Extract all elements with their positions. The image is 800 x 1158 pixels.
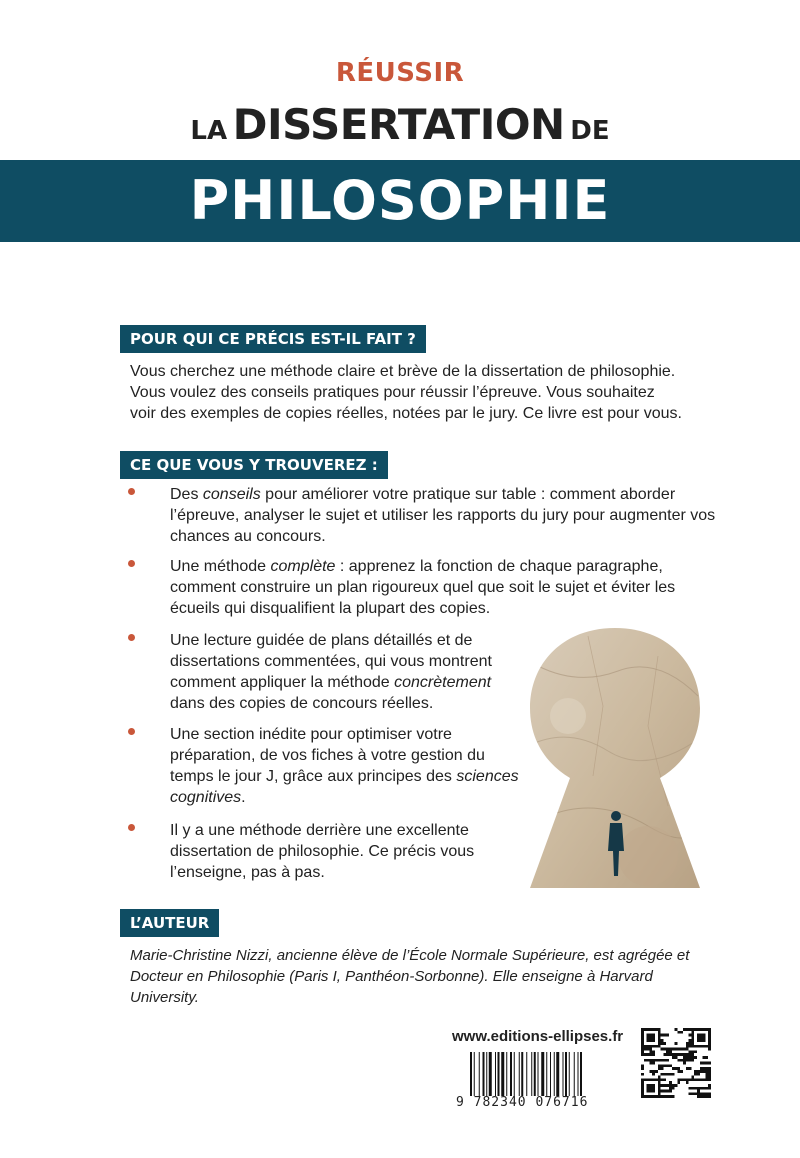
barcode-image [470,1052,630,1096]
title-word-la: LA [190,116,228,146]
title-band [0,160,800,242]
title-word-philosophie: PHILOSOPHIE [189,169,611,232]
bullet-text: pour améliorer votre pratique sur table : comment aborder l’épreuve, analyser le sujet et utiliser les rapports du jury pour augmenter vos chances au concours. [170,486,716,545]
bullet-emphasis: conseils [202,486,261,503]
isbn-number: 9 782340 076716 [456,1095,589,1110]
heading-contenu: CE QUE VOUS Y TROUVEREZ : [120,451,388,479]
bullet-text: : apprenez la fonction de chaque paragraphe, comment construire un plan rigoureux quel que soit le sujet et éviter les écueils qui disqualifient la plupart des copies. [170,558,676,617]
bullet-dot-icon [128,488,135,495]
pour-qui-line-3: voir des exemples de copies réelles, notées par le jury. Ce livre est pour vous. [130,405,682,422]
bullet-emphasis: complète [270,558,336,575]
bullet-text: Des [170,486,203,503]
list-item [130,484,720,547]
author-bio: Marie-Christine Nizzi, ancienne élève de l’École Normale Supérieure, est agrégée et Docteur en Philosophie (Paris I, Panthéon-Sorbonne). Elle enseigne à Harvard University. [130,947,690,1006]
title-line-dissertation [0,95,800,164]
pour-qui-line-1: Vous cherchez une méthode claire et brève de la dissertation de philosophie. [130,363,676,380]
title-line-reussir: RÉUSSIR [335,58,465,88]
pour-qui-line-2: Vous voulez des conseils pratiques pour réussir l’épreuve. Vous souhaitez [130,384,655,401]
bullet-text: Une méthode [170,558,271,575]
publisher-url[interactable]: www.editions-ellipses.fr [452,1028,624,1045]
qr-code-image [641,1028,711,1098]
heading-auteur: L’AUTEUR [120,909,219,937]
list-item [130,724,530,808]
title-word-dissertation: DISSERTATION [232,100,565,149]
heading-pour-qui: POUR QUI CE PRÉCIS EST-IL FAIT ? [120,325,426,353]
title-word-de: DE [570,116,610,146]
list-item [130,556,720,619]
bullet-dot-icon [128,634,135,641]
bullet-text: Il y a une méthode derrière une excellente dissertation de philosophie. Ce précis vous l’enseigne, pas à pas. [170,822,475,881]
pour-qui-paragraph [130,361,710,424]
bullet-text: . [241,789,246,806]
bullet-text: Une lecture guidée de plans détaillés et de dissertations commentées, qui vous montrent comment appliquer la méthode [170,632,492,691]
bullet-text: dans des copies de concours réelles. [170,695,434,712]
bullet-dot-icon [128,824,135,831]
bullet-dot-icon [128,560,135,567]
bullet-emphasis: concrètement [394,674,492,691]
bullet-dot-icon [128,728,135,735]
bullet-text: Une section inédite pour optimiser votre préparation, de vos fiches à votre gestion du temps le jour J, grâce aux principes des [170,726,485,785]
keyhole-illustration [528,626,703,891]
list-item [130,820,530,883]
list-item [130,630,530,714]
bullet-emphasis: sciences cognitives [170,768,519,806]
